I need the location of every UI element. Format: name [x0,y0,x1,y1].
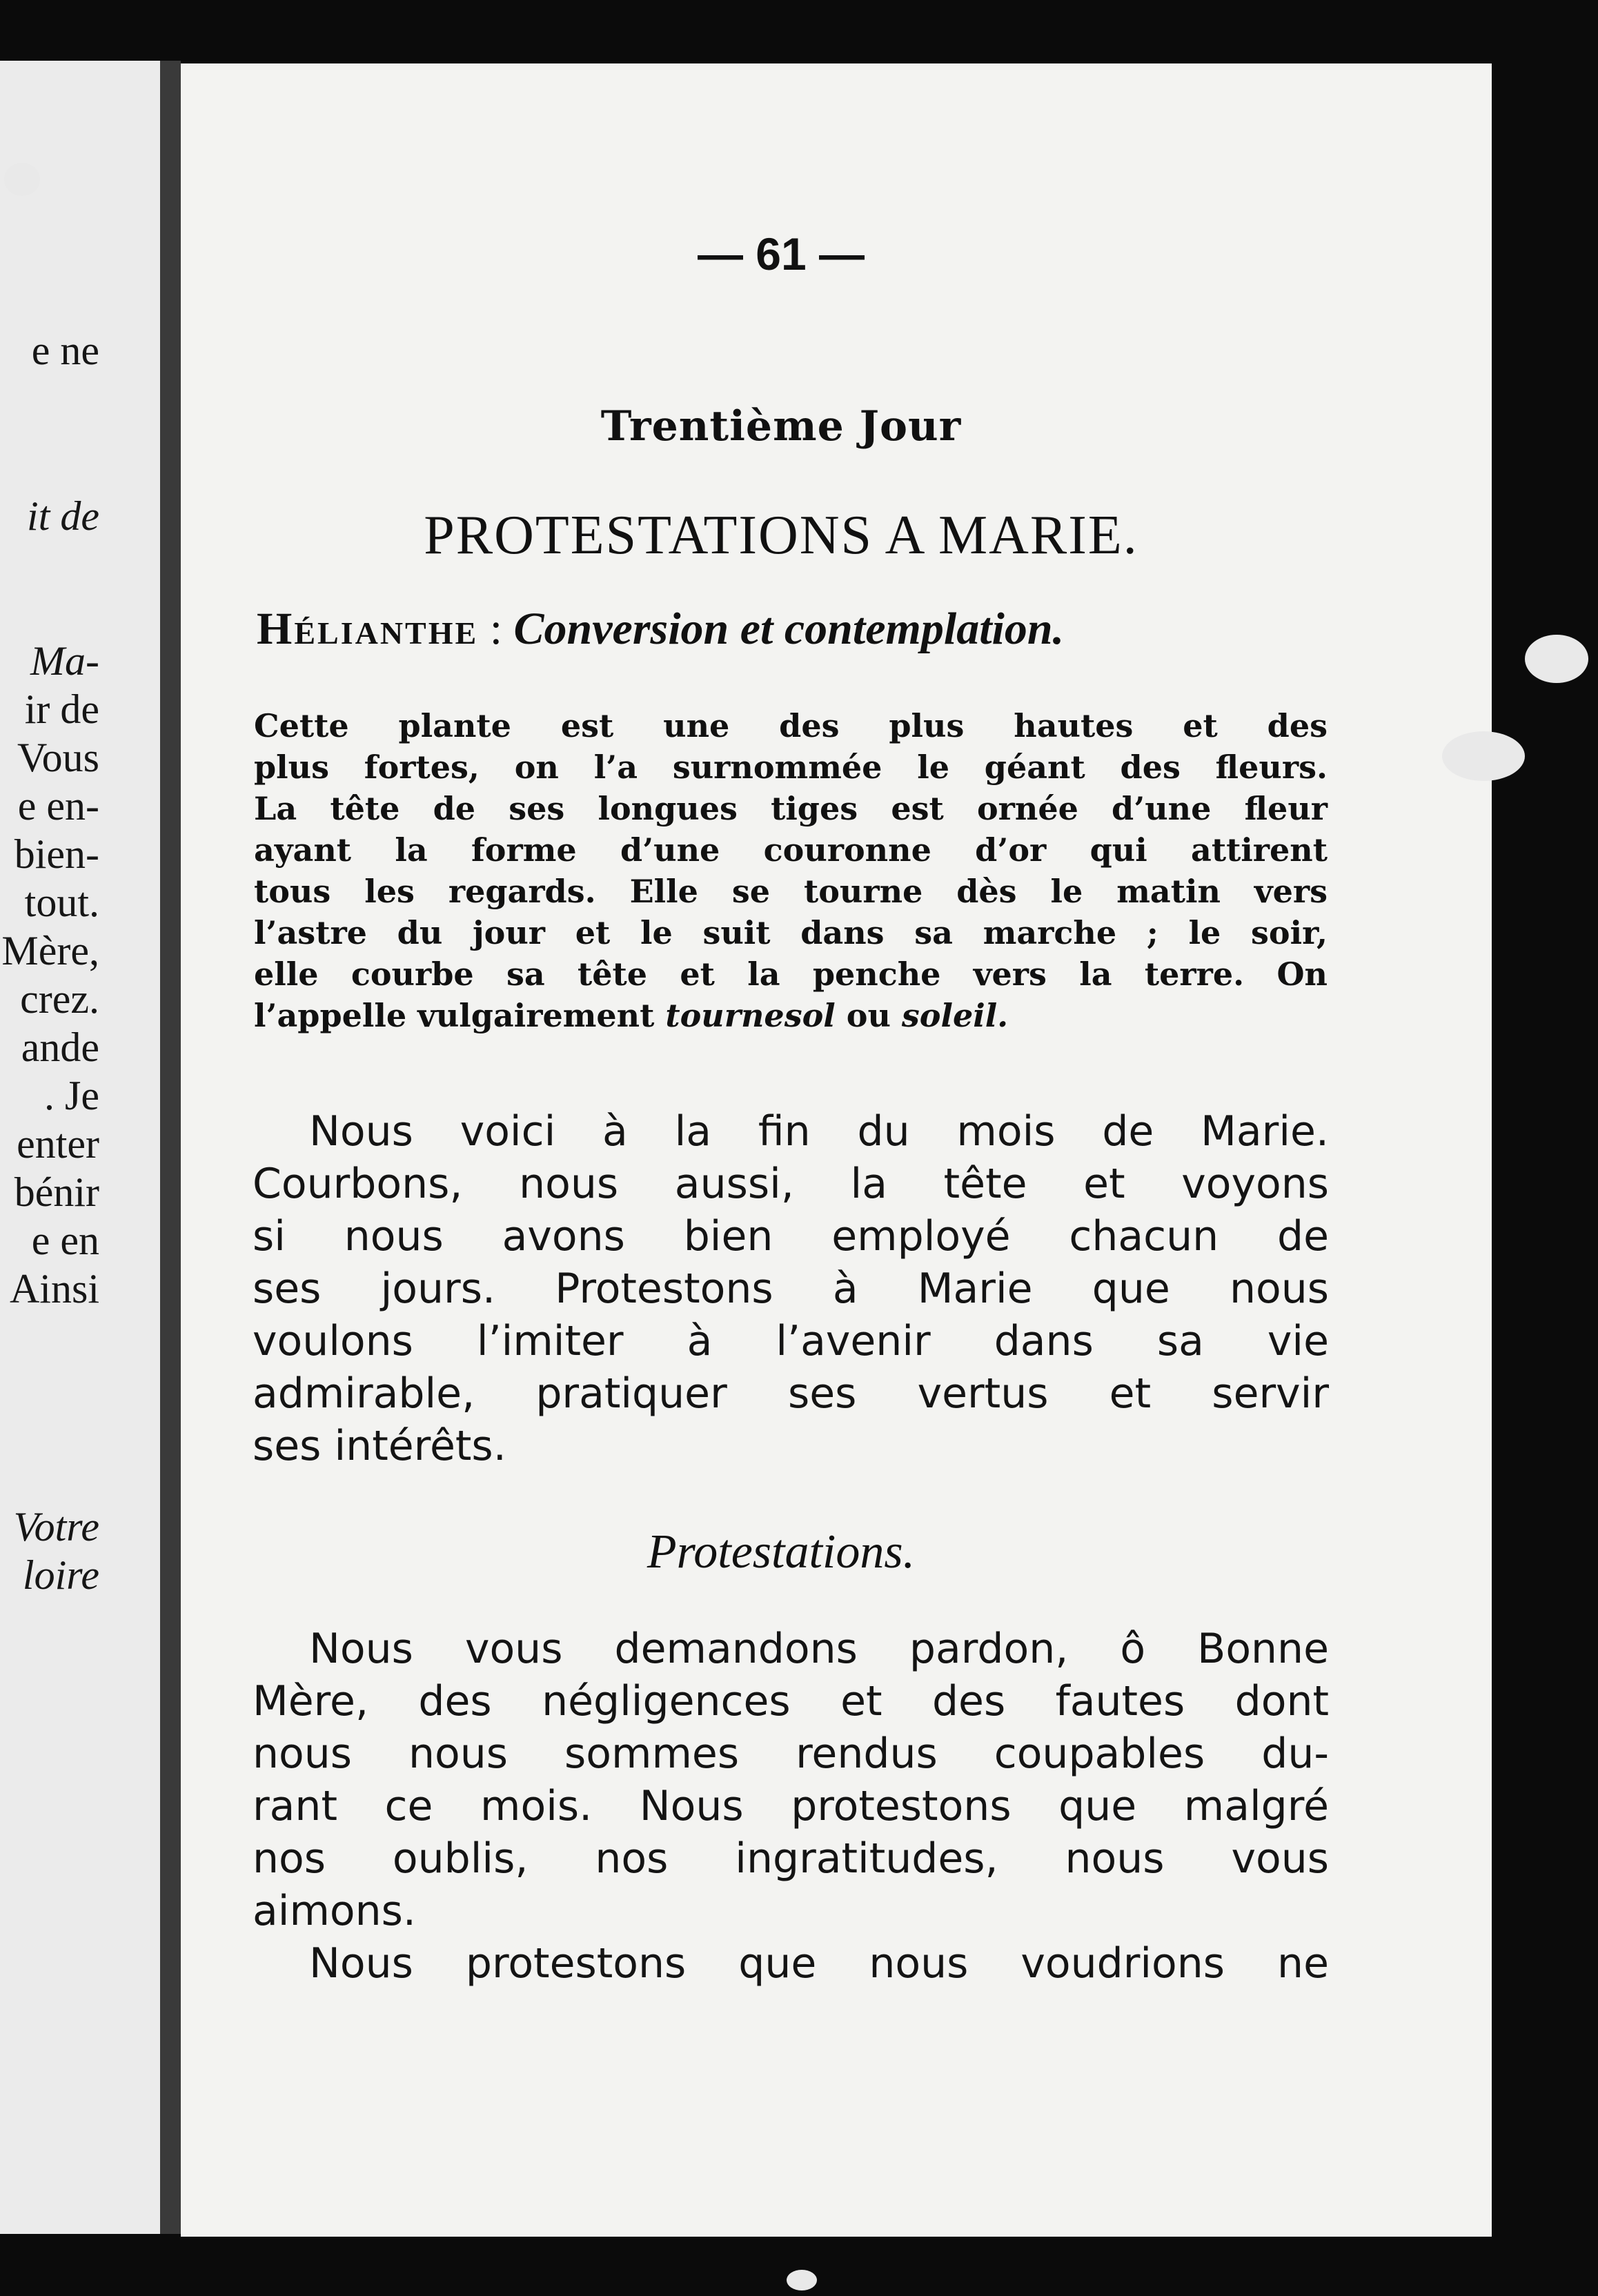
left-page-line: loire [22,1552,99,1598]
prayer-paragraph-1 [253,1623,1329,1937]
paragraph-line: nos oublis, nos ingratitudes, nous vous [253,1834,1329,1883]
scan-speck [787,2270,817,2290]
paragraph-line: voulons l’imiter à l’avenir dans sa vie [253,1317,1329,1365]
left-page-line: e en- [17,783,99,829]
paragraph-line: ses jours. Protestons à Marie que nous [253,1265,1329,1313]
paragraph-line: Courbons, nous aussi, la tête et voyons [253,1160,1329,1208]
prayer-paragraph-2 [253,1937,1329,1990]
description-italic-term: soleil. [901,997,1009,1034]
flower-virtue: Conversion et contemplation. [513,604,1065,654]
flower-line [257,602,1064,657]
description-text: ou [835,997,902,1034]
paragraph-line: ses intérêts. [253,1422,506,1470]
left-page-line: tout. [24,880,99,925]
paragraph-line: nous nous sommes rendus coupables du- [253,1730,1329,1778]
book-page [181,63,1492,2237]
flower-name: Hélianthe [257,604,479,654]
scan-speck [1442,731,1525,781]
description-text: l’appelle vulgairement [254,997,666,1034]
paragraph-line: Nous protestons que nous voudrions ne [309,1939,1329,1988]
paragraph-line: Mère, des négligences et des fautes dont [253,1677,1329,1725]
description-italic-term: tournesol [665,997,836,1034]
paragraph-line: aimons. [253,1887,416,1935]
description-line: La tête de ses longues tiges est ornée d’une fleur [254,790,1328,827]
description-line: elle courbe sa tête et la penche vers la terre. On [254,956,1328,993]
left-page-line: crez. [20,976,99,1022]
left-page-line: ir de [24,686,99,732]
left-page-line: Mère, [1,928,99,973]
prayer-heading: Protestations. [647,1525,916,1578]
description-line: plus fortes, on l’a surnommée le géant des fleurs. [254,749,1328,786]
left-page-line: . Je [44,1073,99,1118]
left-page-line: enter [17,1121,99,1167]
flower-description [254,705,1328,1036]
description-line-last [254,995,1328,1036]
paragraph-line: rant ce mois. Nous protestons que malgré [253,1782,1329,1830]
paragraph-line: admirable, pratiquer ses vertus et servir [253,1369,1329,1418]
description-line: l’astre du jour et le suit dans sa marche ; le soir, [254,914,1328,951]
scan-speck [1525,635,1588,683]
left-page-line: e en [31,1218,99,1263]
left-page-line: it de [27,493,99,539]
left-page-line: bien- [14,831,99,877]
scan-speck [4,163,40,196]
description-line: Cette plante est une des plus hautes et des [254,707,1328,744]
page-number: — 61 — [697,228,865,279]
flower-separator: : [478,604,514,654]
description-line: ayant la forme d’une couronne d’or qui attirent [254,831,1328,869]
description-line: tous les regards. Elle se tourne dès le matin vers [254,873,1328,910]
left-page-line: ande [21,1025,99,1070]
left-page-line: Ainsi [9,1266,99,1312]
paragraph-line: Nous vous demandons pardon, ô Bonne [309,1625,1329,1673]
paragraph-line: si nous avons bien employé chacun de [253,1212,1329,1260]
paragraph-line: Nous voici à la fin du mois de Marie. [309,1107,1329,1156]
previous-page-fragment [0,61,160,2234]
book-gutter [160,61,181,2234]
chapter-title: PROTESTATIONS A MARIE. [424,505,1138,566]
day-title: Trentième Jour [600,402,962,451]
intro-paragraph [253,1105,1329,1472]
left-page-line: bénir [14,1169,99,1215]
left-page-line: Votre [13,1504,99,1550]
left-page-line: Vous [17,735,99,780]
left-page-line: Ma- [30,638,99,684]
left-page-line: e ne [31,328,99,373]
